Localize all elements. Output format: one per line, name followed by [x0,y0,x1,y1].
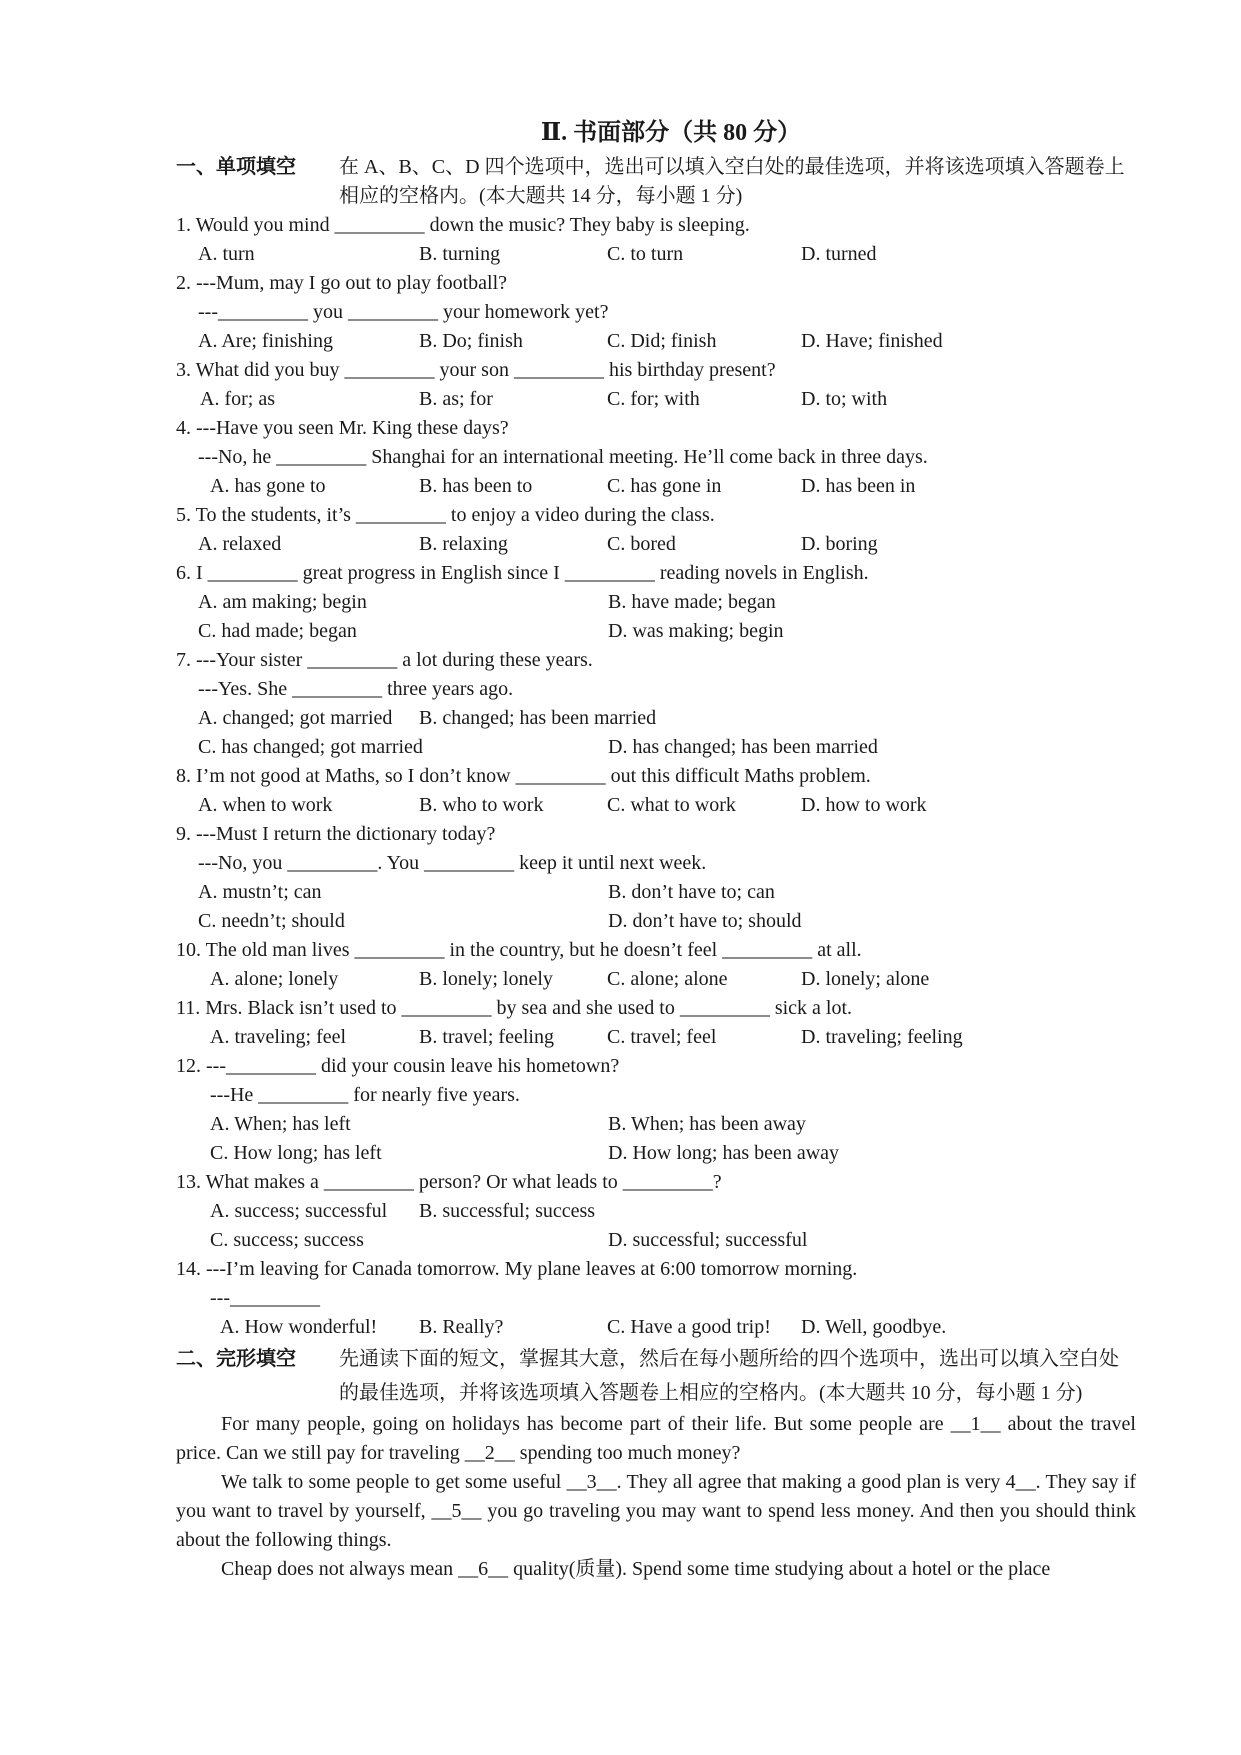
question-stem: 9. ---Must I return the dictionary today? [176,823,496,845]
option-d: D. traveling; feeling [801,1026,963,1048]
option-row [176,791,1136,820]
question-stem-cont: ---_________ [210,1287,320,1309]
cloze-paragraph-1: For many people, going on holidays has become part of their life. But some people are __1__ about the travel price. Can we still pay for traveling __2__ spending too much money? [176,1413,1136,1464]
option-d: D. was making; begin [608,620,784,642]
option-row [176,907,1136,936]
cloze-paragraph-3: Cheap does not always mean __6__ quality(质量). Spend some time studying about a hotel or the place [221,1558,1051,1580]
option-d: D. lonely; alone [801,968,930,990]
option-a: A. success; successful [210,1200,388,1222]
section-instructions: 先通读下面的短文，掌握其大意，然后在每小题所给的四个选项中，选出可以填入空白处的最佳选项，并将该选项填入答题卷上相应的空格内。(本大题共 10 分，每小题 1 分) [339,1348,1119,1404]
option-row [176,1313,1136,1342]
option-d: D. Have; finished [801,330,943,352]
question-8 [176,762,1136,820]
option-c: C. Have a good trip! [607,1316,771,1338]
question-stem-cont: ---No, you _________. You _________ keep it until next week. [198,852,707,874]
option-b: B. as; for [419,388,493,410]
question-stem: 5. To the students, it’s _________ to enjoy a video during the class. [176,504,715,526]
option-c: C. Did; finish [607,330,717,352]
option-c: C. success; success [210,1229,364,1251]
option-a: A. am making; begin [198,591,367,613]
option-a: A. Are; finishing [198,330,333,352]
question-stem-cont: ---No, he _________ Shanghai for an international meeting. He’ll come back in three days. [198,446,928,468]
option-row [176,1023,1136,1052]
question-stem-cont: ---_________ you _________ your homework yet? [198,301,609,323]
question-stem: 6. I _________ great progress in English since I _________ reading novels in English. [176,562,869,584]
section-label: 二、完形填空 [176,1348,296,1370]
option-c: C. bored [607,533,676,555]
section-cloze-header [176,1342,1136,1410]
question-stem: 12. ---_________ did your cousin leave his hometown? [176,1055,620,1077]
section-single-choice-header [176,153,1136,211]
option-a: A. has gone to [210,475,326,497]
question-stem: 3. What did you buy _________ your son _________ his birthday present? [176,359,776,381]
option-d: D. has changed; has been married [608,736,878,758]
option-b: B. Do; finish [419,330,523,352]
option-b: B. don’t have to; can [608,881,775,903]
option-d: D. boring [801,533,878,555]
option-b: B. turning [419,243,501,265]
option-row [176,472,1136,501]
question-6 [176,559,1136,646]
question-9 [176,820,1136,936]
option-b: B. successful; success [419,1200,596,1222]
option-b: B. travel; feeling [419,1026,554,1048]
option-row [176,1197,1136,1226]
option-row [176,965,1136,994]
option-d: D. don’t have to; should [608,910,802,932]
option-d: D. has been in [801,475,916,497]
option-row [176,240,1136,269]
option-a: A. when to work [198,794,333,816]
option-c: C. what to work [607,794,736,816]
question-3 [176,356,1136,414]
option-b: B. When; has been away [608,1113,806,1135]
option-a: A. changed; got married [198,707,393,729]
option-row [176,385,1136,414]
option-c: C. needn’t; should [198,910,345,932]
question-stem: 4. ---Have you seen Mr. King these days? [176,417,509,439]
option-d: D. How long; has been away [608,1142,840,1164]
option-d: D. Well, goodbye. [801,1316,947,1338]
option-b: B. Really? [419,1316,504,1338]
option-d: D. how to work [801,794,927,816]
question-stem: 14. ---I’m leaving for Canada tomorrow. My plane leaves at 6:00 tomorrow morning. [176,1258,858,1280]
question-stem: 7. ---Your sister _________ a lot during these years. [176,649,593,671]
question-stem-cont: ---Yes. She _________ three years ago. [198,678,514,700]
option-row [176,878,1136,907]
option-b: B. lonely; lonely [419,968,553,990]
cloze-paragraph-2: We talk to some people to get some useful __3__. They all agree that making a good plan is very 4__. They say if you want to travel by yourself, __5__ you go traveling you may want to spend less money. And then you should think about the following things. [176,1471,1136,1551]
option-a: A. How wonderful! [220,1316,378,1338]
question-stem: 2. ---Mum, may I go out to play football? [176,272,508,294]
exam-content [176,114,1136,1584]
question-stem: 11. Mrs. Black isn’t used to _________ by sea and she used to _________ sick a lot. [176,997,853,1019]
question-1 [176,211,1136,269]
option-a: A. for; as [200,388,275,410]
option-c: C. alone; alone [607,968,728,990]
option-row [176,1139,1136,1168]
option-a: A. turn [198,243,255,265]
option-row [176,1226,1136,1255]
question-10 [176,936,1136,994]
option-b: B. changed; has been married [419,707,657,729]
question-stem: 13. What makes a _________ person? Or what leads to _________? [176,1171,722,1193]
option-c: C. How long; has left [210,1142,382,1164]
option-row [176,704,1136,733]
option-c: C. had made; began [198,620,357,642]
question-4 [176,414,1136,501]
option-a: A. traveling; feel [210,1026,347,1048]
question-stem-cont: ---He _________ for nearly five years. [210,1084,520,1106]
question-stem: 8. I’m not good at Maths, so I don’t know _________ out this difficult Maths problem. [176,765,871,787]
option-d: D. turned [801,243,877,265]
option-a: A. relaxed [198,533,282,555]
option-b: B. who to work [419,794,544,816]
option-row [176,530,1136,559]
option-c: C. has changed; got married [198,736,423,758]
question-12 [176,1052,1136,1168]
question-stem: 10. The old man lives _________ in the country, but he doesn’t feel _________ at all. [176,939,862,961]
option-row [176,588,1136,617]
option-a: A. alone; lonely [210,968,339,990]
question-5 [176,501,1136,559]
question-2 [176,269,1136,356]
option-b: B. has been to [419,475,533,497]
option-row [176,327,1136,356]
question-14 [176,1255,1136,1342]
option-c: C. has gone in [607,475,722,497]
option-c: C. to turn [607,243,684,265]
option-d: D. successful; successful [608,1229,808,1251]
section-label: 一、单项填空 [176,156,296,178]
page-title: Ⅱ. 书面部分（共 80 分） [540,120,802,146]
option-b: B. relaxing [419,533,508,555]
option-row [176,617,1136,646]
question-13 [176,1168,1136,1255]
option-a: A. When; has left [210,1113,351,1135]
option-c: C. for; with [607,388,700,410]
option-row [176,1110,1136,1139]
option-d: D. to; with [801,388,888,410]
option-a: A. mustn’t; can [198,881,322,903]
option-c: C. travel; feel [607,1026,717,1048]
question-stem: 1. Would you mind _________ down the music? They baby is sleeping. [176,214,750,236]
section-instructions: 在 A、B、C、D 四个选项中，选出可以填入空白处的最佳选项，并将该选项填入答题卷上相应的空格内。(本大题共 14 分，每小题 1 分) [339,156,1125,207]
option-b: B. have made; began [608,591,776,613]
question-7 [176,646,1136,762]
question-11 [176,994,1136,1052]
option-row [176,733,1136,762]
